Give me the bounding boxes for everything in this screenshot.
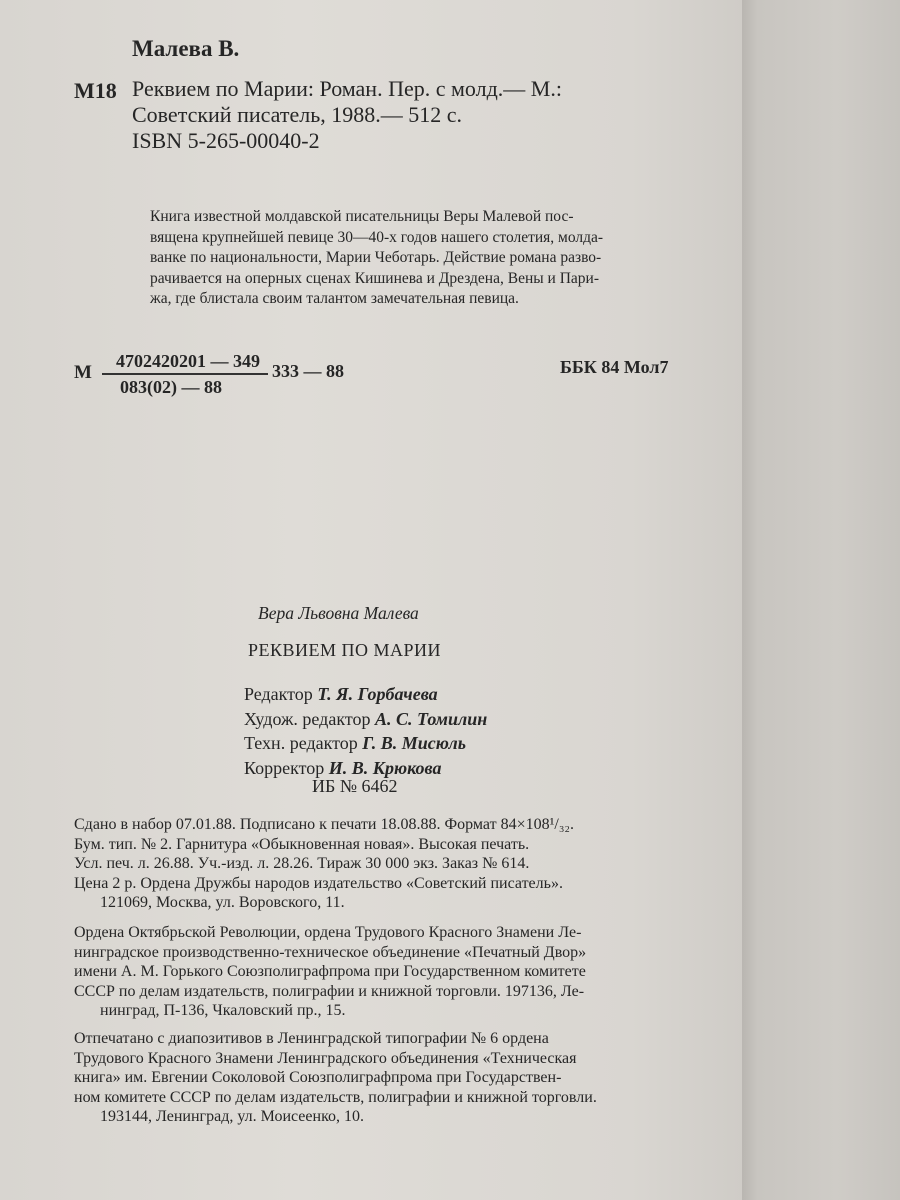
ib-number: ИБ № 6462 [312,776,398,796]
credit-row [244,682,487,707]
credit-name: Г. В. Мисюль [362,733,466,753]
credit-row [244,707,487,732]
credit-name: И. В. Крюкова [328,757,442,778]
imprint-line: СССР по делам издательств, полиграфии и книжной торговли. 197136, Ле- [74,982,585,1000]
bbk-code: ББК 84 Мол7 [560,357,669,377]
imprint-line: Сдано в набор 07.01.88. Подписано к печати 18.08.88. Формат 84×108¹/₃₂. [74,816,574,833]
imprint-line: Ордена Октябрьской Революции, ордена Трудового Красного Знамени Ле- [74,924,582,941]
page-edge [742,0,900,1200]
annotation-line: жа, где блистала своим талантом замечательная певица. [150,290,519,307]
classification-suffix: 333 — 88 [272,361,344,381]
bib-line: Советский писатель, 1988.— 512 с. [132,102,463,127]
imprint-line: имени А. М. Горького Союзполиграфпрома при Государственном комитете [74,963,586,980]
imprint-line: Трудового Красного Знамени Ленинградского объединения «Техническая [74,1049,577,1067]
fraction-denominator: 083(02) — 88 [120,377,222,397]
annotation-line: рачивается на оперных сценах Кишинева и Дрездена, Вены и Пари- [150,269,599,287]
classification-letter: М [74,362,92,383]
credit-row [244,731,487,756]
classification-fraction [102,351,268,398]
imprint-block-publishing [74,815,574,913]
imprint-line: нинградское производственно-техническое объединение «Печатный Двор» [74,943,587,961]
imprint-line: 121069, Москва, ул. Воровского, 11. [100,894,345,911]
book-title: РЕКВИЕМ ПО МАРИИ [248,640,442,660]
annotation-line: ванке по национальности, Марии Чеботарь. Действие романа разво- [150,249,602,266]
imprint-line: Цена 2 р. Ордена Дружбы народов издательство «Советский писатель». [74,874,563,892]
credit-role: Худож. редактор [244,708,371,729]
author-heading: Малева В. [132,36,240,61]
imprint-line: Отпечатано с диапозитивов в Ленинградской типографии № 6 ордена [74,1030,549,1047]
imprint-line: ном комитете СССР по делам издательств, полиграфии и книжной торговли. [74,1088,597,1106]
imprint-line: Бум. тип. № 2. Гарнитура «Обыкновенная новая». Высокая печать. [74,835,530,853]
annotation-line: вящена крупнейшей певице 30—40-х годов нашего столетия, молда- [150,228,604,246]
author-full-name: Вера Львовна Малева [258,603,419,623]
imprint-line: нинград, П-136, Чкаловский пр., 15. [100,1002,346,1019]
imprint-line: 193144, Ленинград, ул. Моисеенко, 10. [100,1108,365,1125]
bibliographic-entry [132,76,562,154]
credit-role: Техн. редактор [244,733,358,753]
imprint-line: Усл. печ. л. 26.88. Уч.-изд. л. 28.26. Тираж 30 000 экз. Заказ № 614. [74,855,530,872]
bib-line: Реквием по Марии: Роман. Пер. с молд.— М.: [132,76,562,101]
credit-name: А. С. Томилин [374,708,488,729]
imprint-line: книга» им. Евгении Соколовой Союзполиграфпрома при Государствен- [74,1069,562,1086]
imprint-block-typography [74,1029,597,1127]
credit-role: Редактор [244,684,313,704]
annotation-line: Книга известной молдавской писательницы Веры Малевой пос- [150,208,574,225]
annotation [150,207,710,310]
credit-role: Корректор [244,757,325,778]
credits-list [244,682,487,780]
library-code: М18 [74,78,117,103]
credit-name: Т. Я. Горбачева [317,684,438,704]
isbn: ISBN 5-265-00040-2 [132,128,320,153]
imprint-block-printer [74,923,586,1021]
fraction-numerator: 4702420201 — 349 [102,351,268,375]
